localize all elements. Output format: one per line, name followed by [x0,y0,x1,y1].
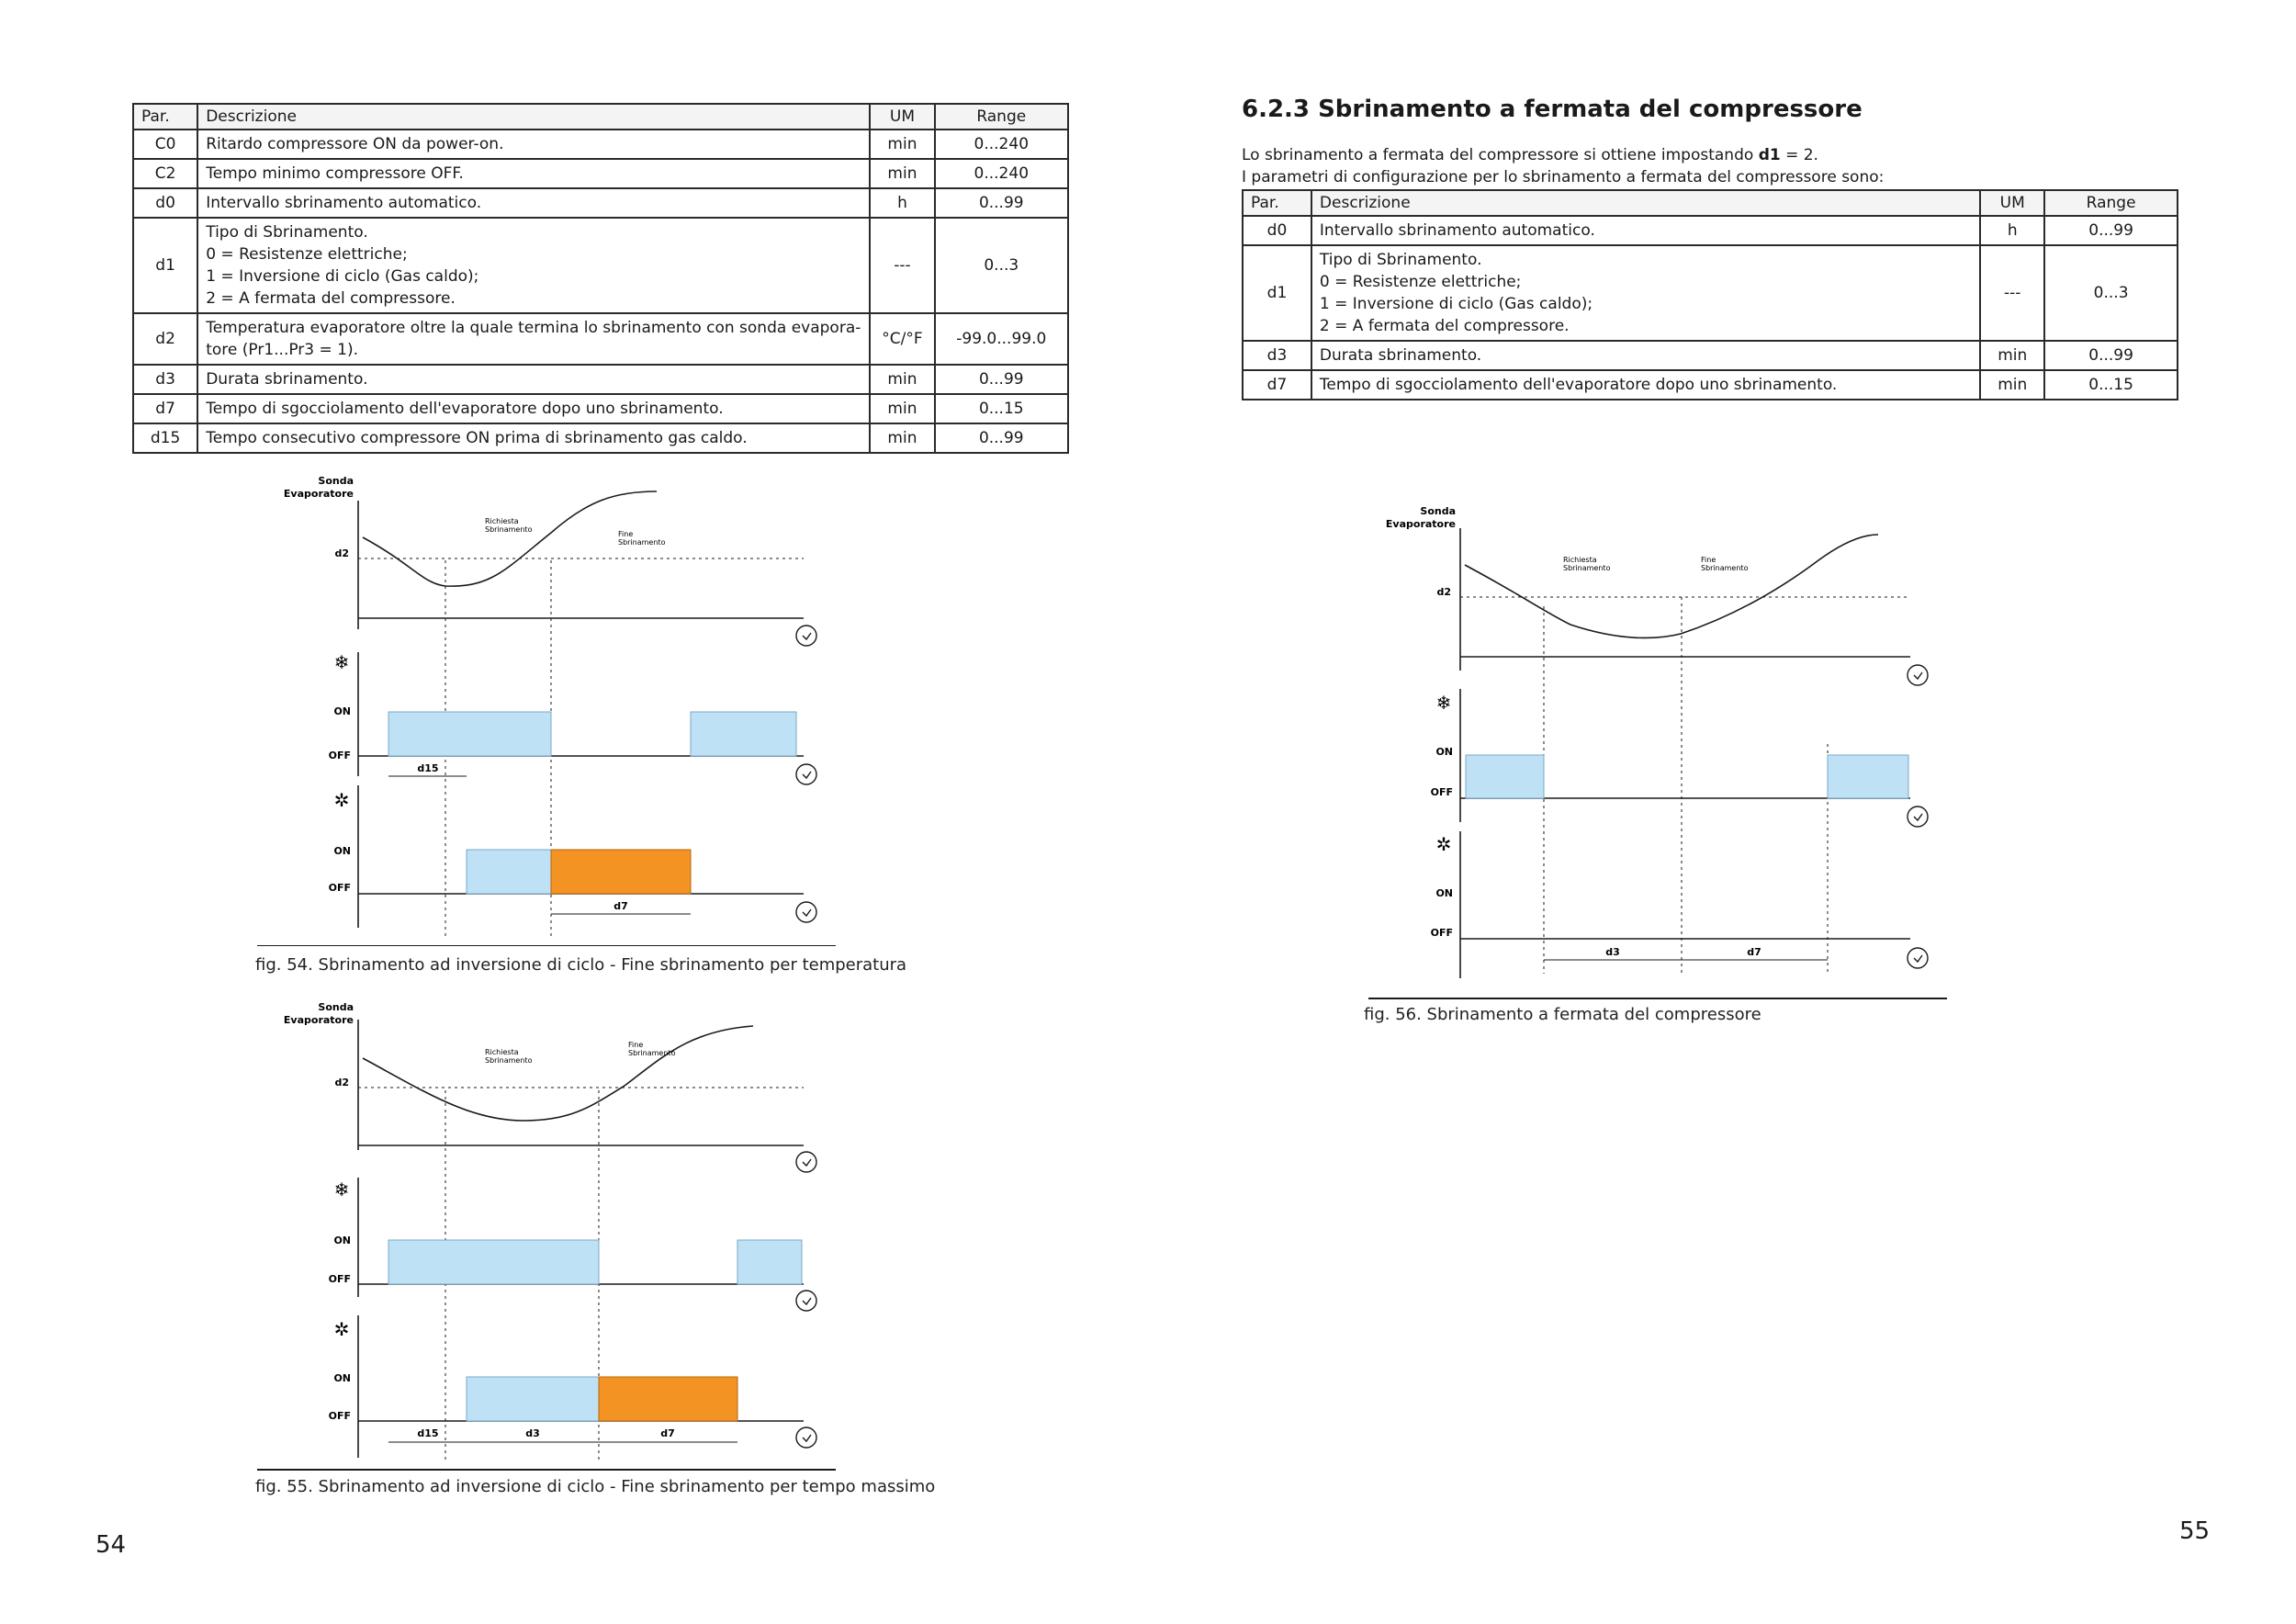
cell-range: 0...99 [2044,216,2178,245]
d15-label: d15 [417,762,439,774]
cell-um: °C/°F [870,313,934,365]
page-number: 55 [2179,1517,2211,1545]
page-number: 54 [96,1531,127,1559]
cell-par: C2 [133,159,197,188]
compressor-on-bar [1828,755,1908,798]
probe-label-2: Evaporatore [1385,518,1456,530]
right-page [1148,0,2296,1624]
off-label: OFF [1430,927,1453,939]
d3-label: d3 [525,1427,540,1439]
desc-line: 2 = A fermata del compressore. [206,289,456,308]
on-label: ON [333,705,351,717]
request-label-1: Richiesta [1563,556,1597,564]
probe-curve [1465,535,1878,637]
desc-line: 0 = Resistenze elettriche; [1319,273,1522,291]
probe-label-1: Sonda [318,1003,354,1013]
desc-line: 1 = Inversione di ciclo (Gas caldo); [1319,295,1593,313]
end-label-1: Fine [618,530,634,538]
cell-par: d1 [1243,245,1311,341]
header-par: Par. [133,104,197,130]
table-row [133,218,1068,313]
intro-param: d1 [1758,146,1781,164]
left-parameter-table [132,103,1069,454]
probe-curve [363,1026,753,1121]
cell-par: C0 [133,130,197,159]
cell-range: 0...240 [935,159,1068,188]
off-label: OFF [328,1273,351,1285]
cell-desc [1311,370,1980,400]
off-label: OFF [328,1410,351,1422]
table-row [133,423,1068,453]
cell-desc [197,365,870,394]
desc-line: Tempo di sgocciolamento dell'evaporatore dopo uno sbrinamento. [1319,376,1838,394]
probe-label-2: Evaporatore [283,488,354,500]
cell-desc [1311,341,1980,370]
header-um: UM [1980,190,2044,216]
cell-par: d1 [133,218,197,313]
table-row [133,159,1068,188]
table-row [1243,341,2178,370]
cell-range: 0...99 [2044,341,2178,370]
end-label-2: Sbrinamento [1701,564,1749,572]
section-title: 6.2.3 Sbrinamento a fermata del compressore [1242,96,1863,123]
cell-par: d0 [133,188,197,218]
d2-label: d2 [1436,586,1451,598]
d3-label: d3 [1605,946,1620,958]
cell-range: 0...15 [2044,370,2178,400]
cell-par: d7 [1243,370,1311,400]
table-row [1243,370,2178,400]
cell-par: d7 [133,394,197,423]
probe-label-1: Sonda [1420,505,1456,517]
header-range: Range [935,104,1068,130]
table-row [1243,245,2178,341]
d7-label: d7 [660,1427,675,1439]
intro-line-1 [1242,145,1818,166]
end-label-2: Sbrinamento [628,1049,676,1057]
cell-um: min [1980,341,2044,370]
compressor-on-bar [388,1240,599,1284]
desc-line: 1 = Inversione di ciclo (Gas caldo); [206,267,479,286]
cell-um: min [870,423,934,453]
compressor-on-bar [737,1240,802,1284]
table-row [133,365,1068,394]
table-row [133,188,1068,218]
end-label-1: Fine [1701,556,1716,564]
desc-line: tore (Pr1...Pr3 = 1). [206,341,359,359]
on-label: ON [1435,887,1453,899]
header-par: Par. [1243,190,1311,216]
clock-icon [1908,665,1928,968]
table-row [1243,216,2178,245]
desc-line: Tempo minimo compressore OFF. [206,164,464,183]
off-label: OFF [1430,786,1453,798]
cell-desc [197,188,870,218]
cell-desc [197,159,870,188]
cell-range: 0...99 [935,188,1068,218]
cell-desc [1311,245,1980,341]
cell-um: h [870,188,934,218]
d7-bar [551,850,691,894]
request-label-2: Sbrinamento [485,525,533,534]
cell-um: min [870,394,934,423]
defrost-icon: ✲ [333,1318,350,1340]
compressor-on-bar [691,712,796,756]
desc-line: Tipo di Sbrinamento. [206,223,368,242]
clock-icon [796,626,816,922]
desc-line: Durata sbrinamento. [206,370,368,389]
desc-line: Ritardo compressore ON da power-on. [206,135,504,153]
cell-par: d3 [133,365,197,394]
cell-range: 0...99 [935,423,1068,453]
on-label: ON [333,1372,351,1384]
cell-par: d3 [1243,341,1311,370]
defrost-icon: ✲ [333,789,350,811]
request-label-2: Sbrinamento [485,1056,533,1065]
header-descrizione: Descrizione [197,104,870,130]
cell-desc [1311,216,1980,245]
end-label-2: Sbrinamento [618,538,666,547]
intro-line-2: I parametri di configurazione per lo sbrinamento a fermata del compressore sono: [1242,168,1885,186]
d2-label: d2 [334,1077,349,1088]
table-header-row [1243,190,2178,216]
cell-um: --- [1980,245,2044,341]
intro-text: Lo sbrinamento a fermata del compressore si ottiene impostando [1242,146,1759,164]
cell-desc [197,218,870,313]
table-row [133,313,1068,365]
d7-bar [599,1377,737,1421]
desc-line: Intervallo sbrinamento automatico. [1319,221,1595,240]
on-label: ON [333,1235,351,1246]
cell-par: d2 [133,313,197,365]
desc-line: Tempo consecutivo compressore ON prima di sbrinamento gas caldo. [206,429,748,447]
request-label-1: Richiesta [485,517,519,525]
cell-range: 0...3 [2044,245,2178,341]
desc-line: Durata sbrinamento. [1319,346,1482,365]
cell-desc [197,130,870,159]
desc-line: Temperatura evaporatore oltre la quale termina lo sbrinamento con sonda evapora- [206,319,861,337]
cell-range: 0...3 [935,218,1068,313]
off-label: OFF [328,882,351,894]
fig56-caption: fig. 56. Sbrinamento a fermata del compressore [1364,1005,1761,1024]
defrost-icon: ✲ [1435,833,1452,855]
right-parameter-table [1242,189,2178,400]
cell-um: min [1980,370,2044,400]
cell-um: min [870,130,934,159]
probe-label-1: Sonda [318,475,354,487]
fig54-diagram [257,468,845,946]
off-label: OFF [328,750,351,761]
probe-label-2: Evaporatore [283,1014,354,1026]
d15-label: d15 [417,1427,439,1439]
cell-par: d15 [133,423,197,453]
fig56-diagram [1359,505,1965,1001]
d7-label: d7 [613,900,628,912]
on-label: ON [1435,746,1453,758]
fig55-caption: fig. 55. Sbrinamento ad inversione di ciclo - Fine sbrinamento per tempo massimo [255,1477,936,1496]
header-um: UM [870,104,934,130]
cell-desc [197,423,870,453]
header-descrizione: Descrizione [1311,190,1980,216]
cell-um: min [870,159,934,188]
header-range: Range [2044,190,2178,216]
desc-line: Tipo di Sbrinamento. [1319,251,1482,269]
clock-icon [796,1152,816,1448]
d7-label: d7 [1747,946,1761,958]
intro-text: = 2. [1780,146,1818,164]
table-row [133,394,1068,423]
fig55-diagram [257,1003,845,1472]
cell-range: 0...240 [935,130,1068,159]
desc-line: Tempo di sgocciolamento dell'evaporatore dopo uno sbrinamento. [206,400,724,418]
cell-um: h [1980,216,2044,245]
compressor-on-bar [1466,755,1544,798]
desc-line: 2 = A fermata del compressore. [1319,317,1570,335]
cell-par: d0 [1243,216,1311,245]
d15-bar [467,850,551,894]
cell-range: -99.0...99.0 [935,313,1068,365]
cell-range: 0...99 [935,365,1068,394]
cell-um: min [870,365,934,394]
snowflake-icon: ❄ [333,1179,350,1201]
cell-range: 0...15 [935,394,1068,423]
snowflake-icon: ❄ [333,651,350,673]
desc-line: Intervallo sbrinamento automatico. [206,194,482,212]
probe-curve [363,491,657,586]
desc-line: 0 = Resistenze elettriche; [206,245,408,264]
request-label-1: Richiesta [485,1048,519,1056]
request-label-2: Sbrinamento [1563,564,1611,572]
end-label-1: Fine [628,1041,644,1049]
d3-bar [467,1377,599,1421]
table-row [133,130,1068,159]
on-label: ON [333,845,351,857]
table-header-row [133,104,1068,130]
fig54-caption: fig. 54. Sbrinamento ad inversione di ciclo - Fine sbrinamento per temperatura [255,955,907,975]
d2-label: d2 [334,547,349,559]
cell-um: --- [870,218,934,313]
snowflake-icon: ❄ [1435,692,1452,714]
cell-desc [197,394,870,423]
compressor-on-bar [388,712,551,756]
cell-desc [197,313,870,365]
